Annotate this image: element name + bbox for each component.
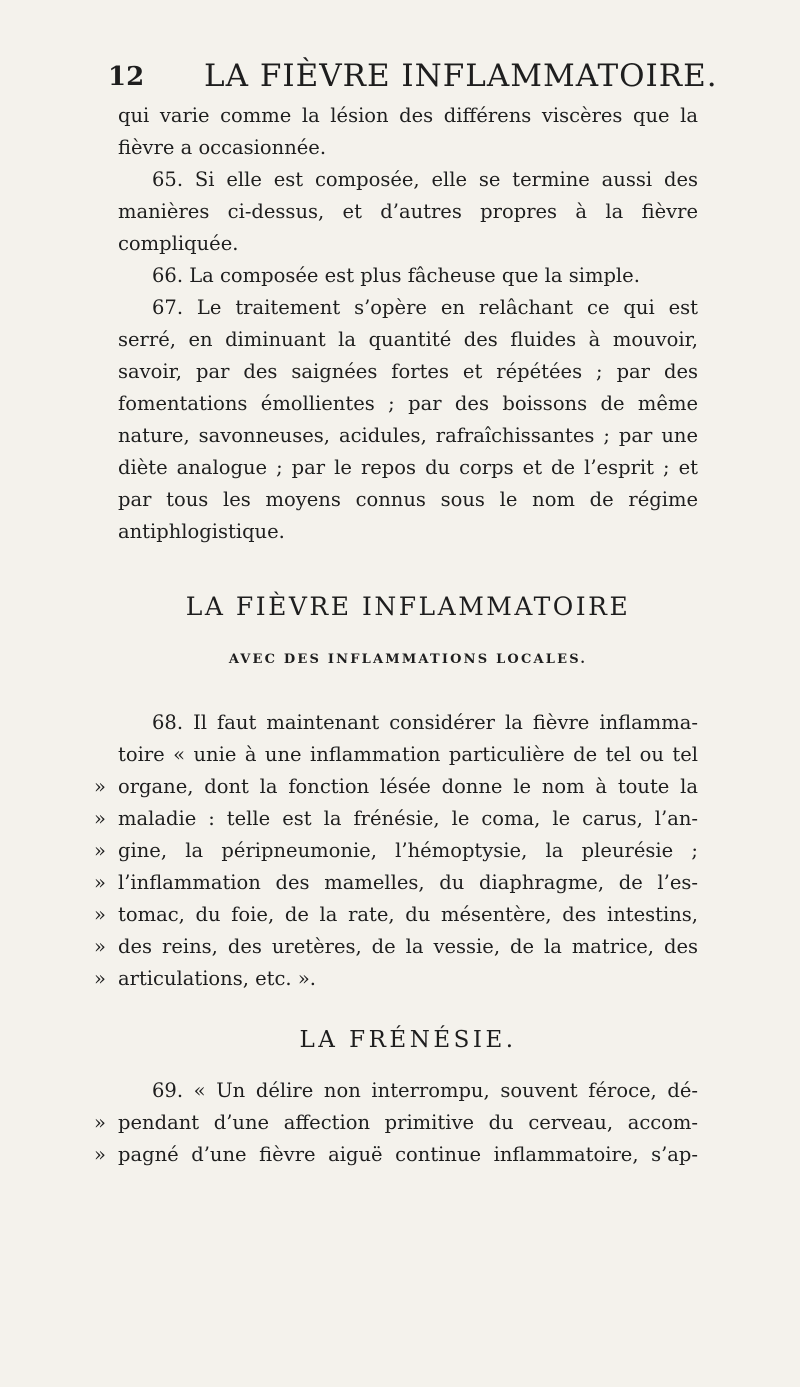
quote-mark: »	[94, 967, 106, 990]
text-line: toire « unie à une inflammation particulière de tel ou tel	[118, 743, 698, 766]
quote-mark: »	[94, 1143, 106, 1166]
paragraph-continuation: qui varie comme la lésion des différens viscères que la fièvre a occasionnée.	[118, 104, 698, 159]
text-line: gine, la péripneumonie, l’hémoptysie, la pleurésie ;	[118, 839, 698, 862]
text-line: maladie : telle est la frénésie, le coma, le carus, l’an-	[118, 807, 698, 830]
text-block-69	[94, 1075, 698, 1171]
running-title: LA FIÈVRE INFLAMMATOIRE.	[204, 58, 718, 94]
quote-mark: »	[94, 935, 106, 958]
quoted-line	[94, 867, 698, 899]
text-line: l’inflammation des mamelles, du diaphragme, de l’es-	[118, 871, 698, 894]
section-title-frenesie: LA FRÉNÉSIE.	[299, 1027, 517, 1053]
text-line: tomac, du foie, de la rate, du mésentère, des intestins,	[118, 903, 698, 926]
paragraph-66: 66. La composée est plus fâcheuse que la simple.	[152, 264, 640, 287]
quote-mark: »	[94, 1111, 106, 1134]
quote-mark: »	[94, 903, 106, 926]
text-line: 69. « Un délire non interrompu, souvent féroce, dé-	[152, 1079, 698, 1102]
quote-mark: »	[94, 775, 106, 798]
text-line: pendant d’une affection primitive du cerveau, accom-	[118, 1111, 698, 1134]
quoted-line	[94, 835, 698, 867]
page-number: 12	[108, 62, 145, 92]
text-line: pagné d’une fièvre aiguë continue inflammatoire, s’ap-	[118, 1143, 698, 1166]
section-title-fievre-inflammatoire: LA FIÈVRE INFLAMMATOIRE	[185, 592, 631, 621]
quoted-line	[94, 771, 698, 803]
quote-mark: »	[94, 871, 106, 894]
quoted-line	[94, 963, 698, 995]
quoted-line	[94, 803, 698, 835]
running-head	[108, 58, 718, 98]
quoted-line	[94, 931, 698, 963]
quote-mark: »	[94, 807, 106, 830]
text-line: organe, dont la fonction lésée donne le nom à toute la	[118, 775, 698, 798]
paragraph-65: 65. Si elle est composée, elle se termine aussi des manières ci-dessus, et d’autres propres à la fièvre compliquée.	[118, 168, 698, 255]
text-block-intro	[118, 100, 698, 548]
quote-mark: »	[94, 839, 106, 862]
text-line: 68. Il faut maintenant considérer la fièvre inflamma-	[152, 711, 698, 734]
paragraph-67: 67. Le traitement s’opère en relâchant ce qui est serré, en diminuant la quantité des fluides à mouvoir, savoir, par des saignées fortes et répétées ; par des fomentations émollientes ; par des boissons de même nature, savonneuses, acidules, rafraîchissantes ; par une diète analogue ; par le repos du corps et de l’esprit ; et par tous les moyens connus sous le nom de régime antiphlogistique.	[118, 296, 698, 543]
quoted-line	[94, 1139, 698, 1171]
section-subtitle-inflammations-locales: AVEC DES INFLAMMATIONS LOCALES.	[228, 652, 588, 667]
text-block-68	[94, 707, 698, 995]
text-line: articulations, etc. ».	[118, 967, 316, 990]
quoted-line	[94, 1107, 698, 1139]
quoted-line	[94, 899, 698, 931]
text-line: des reins, des uretères, de la vessie, de la matrice, des	[118, 935, 698, 958]
